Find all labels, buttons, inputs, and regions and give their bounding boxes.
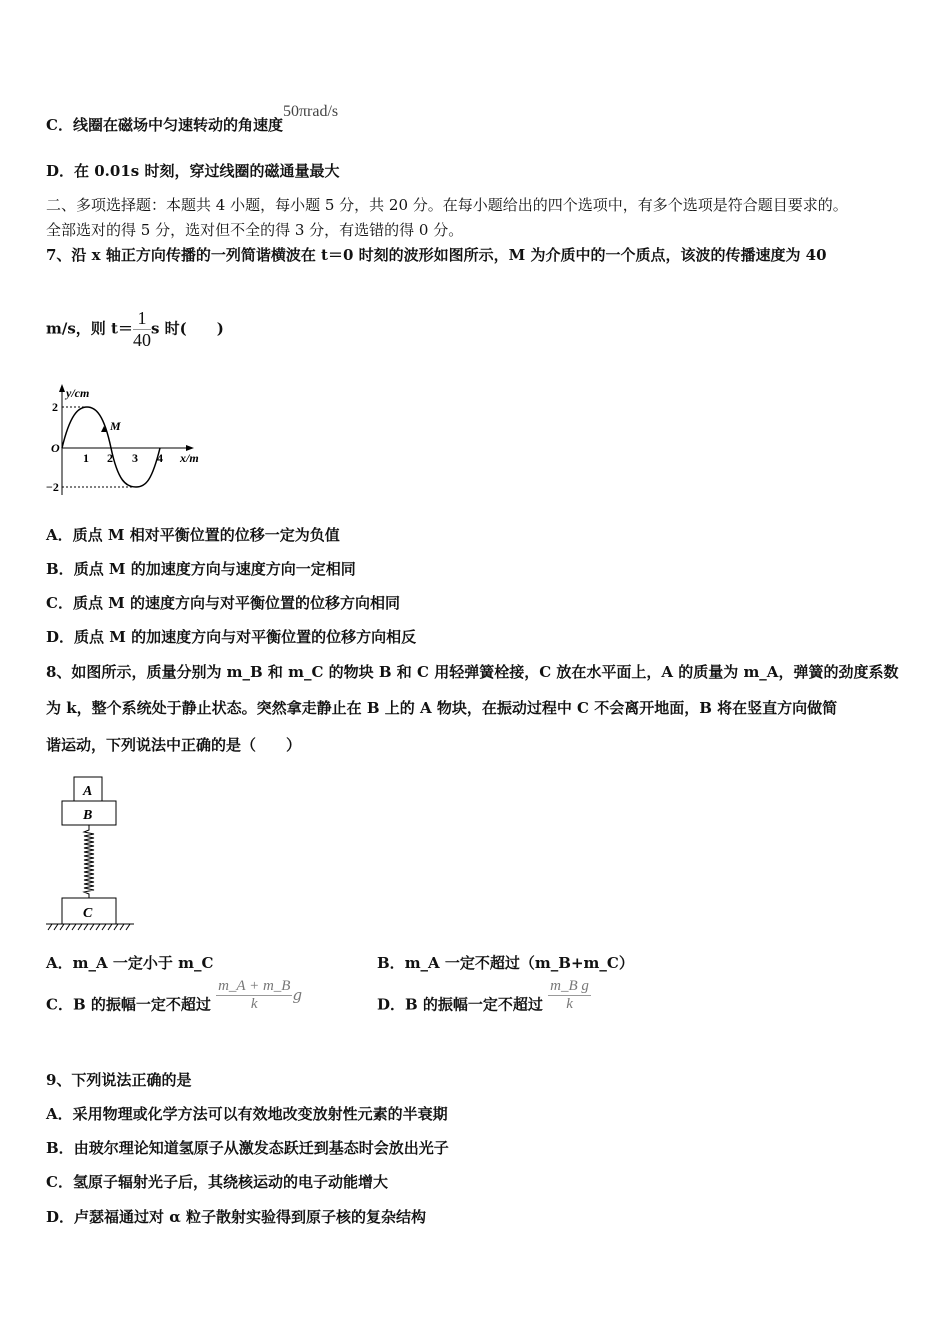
option-text: 质点 M 的速度方向与对平衡位置的位移方向相同 bbox=[72, 594, 401, 612]
y-axis-arrow bbox=[59, 384, 65, 392]
y-tick: 2 bbox=[52, 400, 58, 414]
point-m-label: M bbox=[110, 419, 121, 433]
option-text: 氢原子辐射光子后，其绕核运动的电子动能增大 bbox=[72, 1173, 388, 1191]
q8-option-c bbox=[46, 978, 303, 1023]
option-label: A． bbox=[46, 1105, 73, 1123]
q6-option-d bbox=[46, 161, 339, 181]
q7-option-d bbox=[46, 627, 416, 647]
option-label: C． bbox=[46, 116, 73, 134]
option-label: D． bbox=[46, 1208, 75, 1226]
q8-option-a bbox=[46, 953, 213, 973]
spring bbox=[84, 825, 94, 898]
x-tick: 2 bbox=[107, 451, 113, 465]
denominator: k bbox=[250, 996, 258, 1012]
option-label: B． bbox=[377, 954, 405, 972]
option-text: m_A 一定小于 m_C bbox=[72, 954, 214, 972]
y-tick: −2 bbox=[46, 480, 59, 494]
text: m/s，则 t＝ bbox=[46, 319, 133, 338]
block-b-label: B bbox=[83, 808, 93, 823]
q7-option-a bbox=[46, 525, 340, 545]
q8-stem-1: 8、如图所示，质量分别为 m_B 和 m_C 的物块 B 和 C 用轻弹簧栓接，C 放在水平面上，A 的质量为 m_A，弹簧的劲度系数 bbox=[46, 663, 899, 681]
option-text: 在 0.01s 时刻，穿过线圈的磁通量最大 bbox=[74, 162, 340, 180]
option-text: 由玻尔理论知道氢原子从激发态跃迁到基态时会放出光子 bbox=[73, 1139, 449, 1157]
numerator: m_B g bbox=[550, 978, 589, 994]
y-label: y/cm bbox=[66, 386, 90, 400]
option-text: 线圈在磁场中匀速转动的角速度 bbox=[72, 116, 283, 134]
q9-option-c bbox=[46, 1172, 388, 1192]
origin-label: O bbox=[51, 441, 60, 455]
numerator: m_A + m_B bbox=[218, 978, 291, 994]
option-text: B 的振幅一定不超过 bbox=[405, 995, 543, 1014]
denominator: k bbox=[566, 996, 573, 1012]
q8-option-d bbox=[377, 978, 591, 1023]
q9-option-b bbox=[46, 1138, 449, 1158]
q9-option-a bbox=[46, 1104, 448, 1124]
section-heading: 二、多项选择题：本题共 4 小题，每小题 5 分，共 20 分。在每小题给出的四个选项中，有多个选项是符合题目要求的。 bbox=[46, 196, 848, 214]
denominator: 40 bbox=[132, 330, 151, 350]
option-label: B． bbox=[46, 560, 74, 578]
option-text: 采用物理或化学方法可以有效地改变放射性元素的半衰期 bbox=[72, 1105, 448, 1123]
x-tick: 3 bbox=[132, 451, 138, 465]
option-label: D． bbox=[377, 995, 406, 1014]
section-heading-2: 全部选对的得 5 分，选对但不全的得 3 分，有选错的得 0 分。 bbox=[46, 221, 464, 239]
option-label: C． bbox=[46, 995, 73, 1014]
ground-hatch bbox=[48, 924, 130, 930]
option-text: 卢瑟福通过对 α 粒子散射实验得到原子核的复杂结构 bbox=[74, 1208, 427, 1226]
fraction bbox=[133, 308, 151, 351]
x-tick: 1 bbox=[83, 451, 89, 465]
option-label: D． bbox=[46, 628, 75, 646]
option-text: 质点 M 的加速度方向与速度方向一定相同 bbox=[73, 560, 356, 578]
wave-graph bbox=[40, 380, 220, 500]
option-label: D． bbox=[46, 162, 75, 180]
q7-stem-2 bbox=[46, 308, 224, 351]
fraction bbox=[548, 978, 591, 1013]
x-label: x/m bbox=[180, 451, 199, 465]
q6-option-c bbox=[46, 103, 339, 136]
q7-option-c bbox=[46, 593, 400, 613]
option-label: A． bbox=[46, 526, 73, 544]
q7-stem: 7、沿 x 轴正方向传播的一列简谐横波在 t＝0 时刻的波形如图所示，M 为介质中的一个质点，该波的传播速度为 40 bbox=[46, 246, 827, 264]
option-label: C． bbox=[46, 594, 73, 612]
x-tick: 4 bbox=[157, 451, 163, 465]
q8-option-b bbox=[377, 953, 634, 973]
q8-stem-3: 谐运动，下列说法中正确的是（ ） bbox=[46, 736, 302, 754]
formula-tail: g bbox=[292, 985, 303, 1004]
block-c-label: C bbox=[83, 906, 93, 921]
option-text: B 的振幅一定不超过 bbox=[72, 995, 211, 1014]
q9-stem: 9、下列说法正确的是 bbox=[46, 1071, 192, 1089]
text: s 时( ) bbox=[150, 319, 224, 338]
q7-option-b bbox=[46, 559, 356, 579]
block-a-label: A bbox=[83, 784, 93, 799]
formula: 50πrad/s bbox=[282, 103, 339, 120]
option-label: B． bbox=[46, 1139, 74, 1157]
option-text: 质点 M 的加速度方向与对平衡位置的位移方向相反 bbox=[74, 628, 417, 646]
fraction bbox=[216, 978, 292, 1013]
spring-block-figure bbox=[40, 770, 140, 932]
option-text: m_A 一定不超过（m_B+m_C） bbox=[404, 954, 634, 972]
q8-stem-2: 为 k，整个系统处于静止状态。突然拿走静止在 B 上的 A 物块，在振动过程中 C 不会离开地面，B 将在竖直方向做简 bbox=[46, 699, 838, 717]
option-label: A． bbox=[46, 954, 73, 972]
option-text: 质点 M 相对平衡位置的位移一定为负值 bbox=[72, 526, 340, 544]
option-label: C． bbox=[46, 1173, 73, 1191]
numerator: 1 bbox=[133, 308, 151, 330]
q9-option-d bbox=[46, 1207, 426, 1227]
